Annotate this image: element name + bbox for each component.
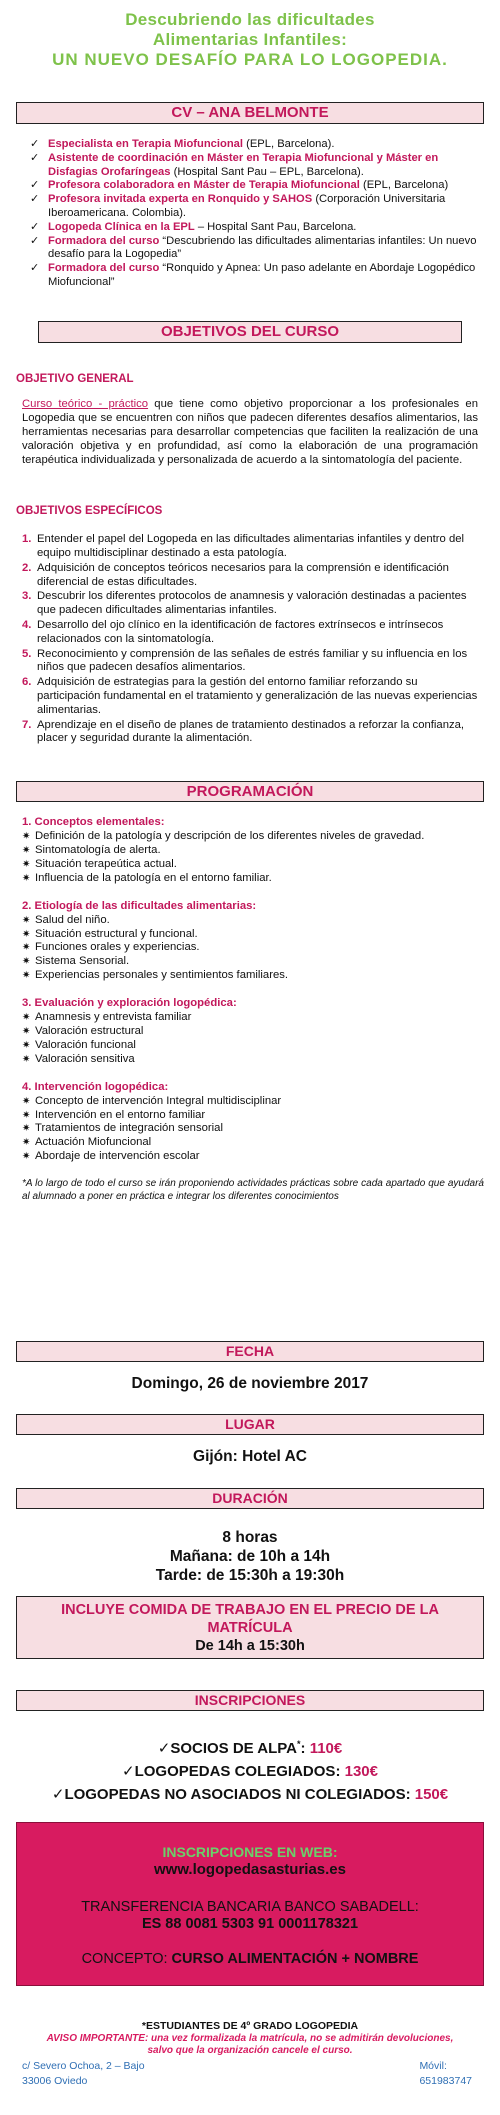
objective-number: 6. <box>22 676 32 689</box>
specific-objective-item <box>22 676 484 717</box>
specific-objective-item <box>22 590 484 618</box>
specific-objectives-title: OBJETIVOS ESPECÍFICOS <box>16 505 163 518</box>
programming-item-text: Experiencias personales y sentimientos familiares. <box>35 969 289 982</box>
cv-item-detail: (EPL, Barcelona) <box>359 179 449 192</box>
specific-objective-item <box>22 648 484 676</box>
cv-item-detail: (Hospital Sant Pau – EPL, Barcelona). <box>170 165 364 178</box>
objective-number: 7. <box>22 718 32 731</box>
check-icon: ✓ <box>122 1763 135 1780</box>
star-bullet-icon: ✷ <box>22 1039 31 1051</box>
general-objective-title: OBJETIVO GENERAL <box>16 372 134 385</box>
programming-content <box>22 816 484 1164</box>
programming-item-text: Abordaje de intervención escolar <box>35 1150 200 1163</box>
programming-section-title: 4. Intervención logopédica: <box>22 1080 169 1093</box>
price-row <box>0 1758 500 1781</box>
specific-objective-item <box>22 719 484 747</box>
star-bullet-icon: ✷ <box>22 1109 31 1121</box>
programming-item <box>22 969 484 983</box>
programming-item-text: Sintomatología de alerta. <box>35 844 161 856</box>
footer-mobile-label: Móvil: <box>419 2060 447 2072</box>
important-notice: AVISO IMPORTANTE: una vez formalizada la matrícula, no se admitirán devoluciones, salvo que la organización cancele el curso. <box>46 2033 454 2056</box>
price-label: LOGOPEDAS COLEGIADOS <box>134 1763 336 1780</box>
programming-item-text: Sistema Sensorial. <box>35 955 130 968</box>
objective-text: Reconocimiento y comprensión de las señales de estrés familiar y su influencia en los niños que padecen desafíos alimentarios. <box>37 647 468 674</box>
check-icon: ✓ <box>30 262 40 275</box>
title-line-1: Descubriendo las dificultades <box>125 10 375 29</box>
footer-address-1: c/ Severo Ochoa, 2 – Bajo <box>22 2060 145 2072</box>
cv-item-detail: (Corporación Universitaria Iberoamericana. Colombia). <box>48 193 446 219</box>
programming-item <box>22 1109 484 1123</box>
place-value: Gijón: Hotel AC <box>193 1448 307 1465</box>
date-value: Domingo, 26 de noviembre 2017 <box>131 1375 369 1392</box>
cv-item-detail: “Ronquido y Apnea: Un paso adelante en Abordaje Logopédico Miofuncional” <box>48 262 476 288</box>
lunch-included-box <box>16 1596 484 1659</box>
objectives-heading: OBJETIVOS DEL CURSO <box>38 321 462 343</box>
cv-item-title: Especialista en Terapia Miofuncional <box>48 138 244 150</box>
programming-heading: PROGRAMACIÓN <box>16 781 484 802</box>
programming-section-list <box>22 830 484 886</box>
registration-info-box <box>16 1822 484 1986</box>
bank-iban: ES 88 0081 5303 91 0001178321 <box>141 1916 359 1932</box>
price-value: 130€ <box>344 1763 378 1780</box>
price-row <box>0 1781 500 1804</box>
objective-number: 4. <box>22 619 32 632</box>
star-bullet-icon: ✷ <box>22 1025 31 1037</box>
duration-afternoon: Tarde: de 15:30h a 19:30h <box>155 1567 345 1584</box>
objective-text: Aprendizaje en el diseño de planes de tratamiento destinados a reforzar la confianza, placer y seguridad durante la alimentación. <box>37 718 465 745</box>
star-bullet-icon: ✷ <box>22 831 31 843</box>
price-label: LOGOPEDAS NO ASOCIADOS NI COLEGIADOS <box>64 1786 406 1803</box>
check-icon: ✓ <box>51 1786 65 1803</box>
programming-section-list <box>22 1095 484 1165</box>
cv-item-detail: “Descubriendo las dificultades alimentarias infantiles: Un nuevo desafío para la Logopedia” <box>48 234 477 261</box>
cv-item <box>30 179 484 193</box>
cv-item-title: Asistente de coordinación en Máster en Terapia Miofuncional y Máster en Disfagias Orofaríngeas <box>48 151 439 178</box>
programming-item <box>22 830 484 844</box>
footer <box>22 2059 484 2089</box>
price-row <box>0 1735 500 1758</box>
star-bullet-icon: ✷ <box>22 914 31 926</box>
document-title <box>0 10 500 70</box>
lunch-included-text: INCLUYE COMIDA DE TRABAJO EN EL PRECIO DE LA MATRÍCULA <box>61 1602 439 1636</box>
star-bullet-icon: ✷ <box>22 1095 31 1107</box>
programming-item <box>22 1039 484 1053</box>
price-label-mark: * <box>297 1739 301 1749</box>
objective-number: 5. <box>22 647 32 660</box>
title-line-3: UN NUEVO DESAFÍO PARA LO LOGOPEDIA. <box>52 50 448 69</box>
programming-item <box>22 1095 484 1109</box>
programming-item <box>22 1011 484 1025</box>
programming-item <box>22 928 484 942</box>
programming-item-text: Anamnesis y entrevista familiar <box>35 1011 192 1024</box>
programming-item <box>22 914 484 928</box>
cv-item-title: Logopeda Clínica en la EPL <box>48 220 195 233</box>
check-icon: ✓ <box>30 193 40 206</box>
footer-address-2: 33006 Oviedo <box>22 2075 88 2087</box>
star-bullet-icon: ✷ <box>22 858 31 870</box>
programming-item <box>22 1150 484 1164</box>
specific-objectives-list <box>22 533 484 746</box>
programming-item <box>22 872 484 886</box>
star-bullet-icon: ✷ <box>22 928 31 940</box>
programming-item-text: Intervención en el entorno familiar <box>35 1108 206 1121</box>
star-bullet-icon: ✷ <box>22 1137 31 1149</box>
programming-item <box>22 858 484 872</box>
price-separator: : <box>335 1763 345 1780</box>
duration-heading: DURACIÓN <box>16 1488 484 1509</box>
programming-item-text: Situación terapeútica actual. <box>35 857 177 870</box>
specific-objective-item <box>22 619 484 647</box>
place-heading: LUGAR <box>16 1414 484 1435</box>
check-icon: ✓ <box>30 234 40 247</box>
specific-objective-item <box>22 533 484 561</box>
star-bullet-icon: ✷ <box>22 970 31 982</box>
general-objective-body: que tiene como objetivo proporcionar a los profesionales en Logopedia que se encuentren con niños que padecen diferentes desafíos alimentarios, las herramientas necesarias para desarrollar competencias que faciliten la realización de una valoración objetiva y en profundidad, así como la elaboración de una programación terapéutica individualizada y personalizada de acuerdo a la sintomatología del paciente. <box>22 397 478 467</box>
cv-item <box>30 221 484 235</box>
price-separator: : <box>405 1786 415 1803</box>
programming-item <box>22 1136 484 1150</box>
star-bullet-icon: ✷ <box>22 845 31 856</box>
title-line-2: Alimentarias Infantiles: <box>152 30 348 49</box>
objective-number: 1. <box>22 533 32 546</box>
programming-item-text: Influencia de la patología en el entorno familiar. <box>35 871 272 884</box>
programming-note: *A lo largo de todo el curso se irán proponiendo actividades prácticas sobre cada apartado que ayudará al alumnado a poner en práctica e integrar los diferentes conocimientos <box>22 1178 484 1202</box>
star-bullet-icon: ✷ <box>22 1053 31 1065</box>
general-objective-text <box>22 397 478 467</box>
check-icon: ✓ <box>30 151 40 164</box>
programming-section-title: 1. Conceptos elementales: <box>22 816 165 829</box>
cv-item-title: Profesora invitada experta en Ronquido y SAHOS <box>48 193 313 206</box>
cv-item-detail: (EPL, Barcelona). <box>243 138 335 150</box>
programming-item <box>22 1122 484 1136</box>
cv-heading: CV – ANA BELMONTE <box>16 102 484 124</box>
price-separator: : <box>300 1740 310 1757</box>
cv-item-detail: – Hospital Sant Pau, Barcelona. <box>194 220 357 233</box>
cv-item-title: Formadora del curso <box>48 262 160 275</box>
footer-mobile <box>419 2059 472 2089</box>
duration-values <box>0 1528 500 1585</box>
duration-morning: Mañana: de 10h a 14h <box>169 1548 331 1565</box>
programming-item-text: Actuación Miofuncional <box>35 1136 152 1149</box>
programming-item <box>22 941 484 955</box>
duration-hours: 8 horas <box>222 1529 278 1546</box>
cv-item-title: Profesora colaboradora en Máster de Terapia Miofuncional <box>48 179 360 192</box>
price-value: 150€ <box>414 1786 449 1803</box>
web-registration-label: INSCRIPCIONES EN WEB: <box>162 1844 338 1860</box>
cv-item-title: Formadora del curso <box>48 234 160 247</box>
star-bullet-icon: ✷ <box>22 956 31 968</box>
programming-section-title: 2. Etiología de las dificultades alimentarias: <box>22 899 257 912</box>
programming-item-text: Valoración estructural <box>35 1024 144 1037</box>
star-bullet-icon: ✷ <box>22 1012 31 1024</box>
footer-mobile-number: 651983747 <box>419 2075 472 2087</box>
price-label: SOCIOS DE ALPA <box>170 1740 298 1757</box>
payment-concept <box>17 1951 483 1967</box>
web-registration-url[interactable]: www.logopedasasturias.es <box>153 1861 346 1878</box>
cv-item <box>30 262 484 290</box>
programming-item-text: Valoración sensitiva <box>35 1052 135 1065</box>
objective-text: Adquisición de conceptos teóricos necesarios para la comprensión e identificación diferencial de estas dificultades. <box>37 561 449 588</box>
programming-item-text: Definición de la patología y descripción de los diferentes niveles de gravedad. <box>35 830 425 843</box>
programming-item <box>22 1025 484 1039</box>
programming-section-list <box>22 914 484 984</box>
programming-item-text: Concepto de intervención Integral multidisciplinar <box>35 1094 282 1107</box>
star-bullet-icon: ✷ <box>22 1151 31 1163</box>
registration-heading: INSCRIPCIONES <box>16 1690 484 1711</box>
price-value: 110€ <box>309 1740 343 1757</box>
objective-text: Adquisición de estrategias para la gestión del entorno familiar reforzando su participación fundamental en el tratamiento y generalización de las nuevas experiencias alimentarias. <box>37 676 478 716</box>
cv-item <box>30 138 484 152</box>
cv-item <box>30 235 484 263</box>
programming-item <box>22 955 484 969</box>
programming-section-list <box>22 1011 484 1067</box>
programming-item-text: Tratamientos de integración sensorial <box>35 1122 223 1135</box>
cv-list <box>30 138 484 290</box>
check-icon: ✓ <box>30 179 40 192</box>
objective-text: Descubrir los diferentes protocolos de anamnesis y valoración destinadas a pacientes que padecen dificultades alimentarias infantiles. <box>37 590 467 617</box>
star-bullet-icon: ✷ <box>22 942 31 954</box>
programming-item <box>22 844 484 858</box>
programming-item-text: Valoración funcional <box>35 1038 136 1051</box>
objective-number: 2. <box>22 561 32 574</box>
objective-number: 3. <box>22 590 32 603</box>
concept-value: CURSO ALIMENTACIÓN + NOMBRE <box>171 1951 419 1967</box>
check-icon: ✓ <box>30 220 40 233</box>
programming-item-text: Situación estructural y funcional. <box>35 927 198 940</box>
date-heading: FECHA <box>16 1341 484 1362</box>
programming-item-text: Salud del niño. <box>35 913 110 926</box>
star-bullet-icon: ✷ <box>22 1123 31 1135</box>
star-bullet-icon: ✷ <box>22 872 31 884</box>
programming-section-title: 3. Evaluación y exploración logopédica: <box>22 997 237 1010</box>
specific-objective-item <box>22 562 484 590</box>
course-link[interactable]: Curso teórico - práctico <box>22 397 149 410</box>
cv-item <box>30 152 484 180</box>
price-list <box>0 1735 500 1804</box>
lunch-included-time: De 14h a 15:30h <box>195 1638 305 1654</box>
bank-transfer-label: TRANSFERENCIA BANCARIA BANCO SABADELL: <box>81 1899 419 1915</box>
programming-item <box>22 1053 484 1067</box>
objective-text: Desarrollo del ojo clínico en la identificación de factores extrínsecos e intrínsecos relacionados con la sintomatología. <box>37 619 444 645</box>
students-note: *ESTUDIANTES DE 4º GRADO LOGOPEDIA <box>141 2020 359 2032</box>
check-icon: ✓ <box>157 1740 171 1757</box>
check-icon: ✓ <box>30 138 40 150</box>
programming-item-text: Funciones orales y experiencias. <box>35 941 200 954</box>
objective-text: Entender el papel del Logopeda en las dificultades alimentarias infantiles y dentro del equipo multidisciplinar destinado a esta patología. <box>37 533 465 560</box>
concept-label: CONCEPTO: <box>81 1951 172 1967</box>
cv-item <box>30 193 484 221</box>
